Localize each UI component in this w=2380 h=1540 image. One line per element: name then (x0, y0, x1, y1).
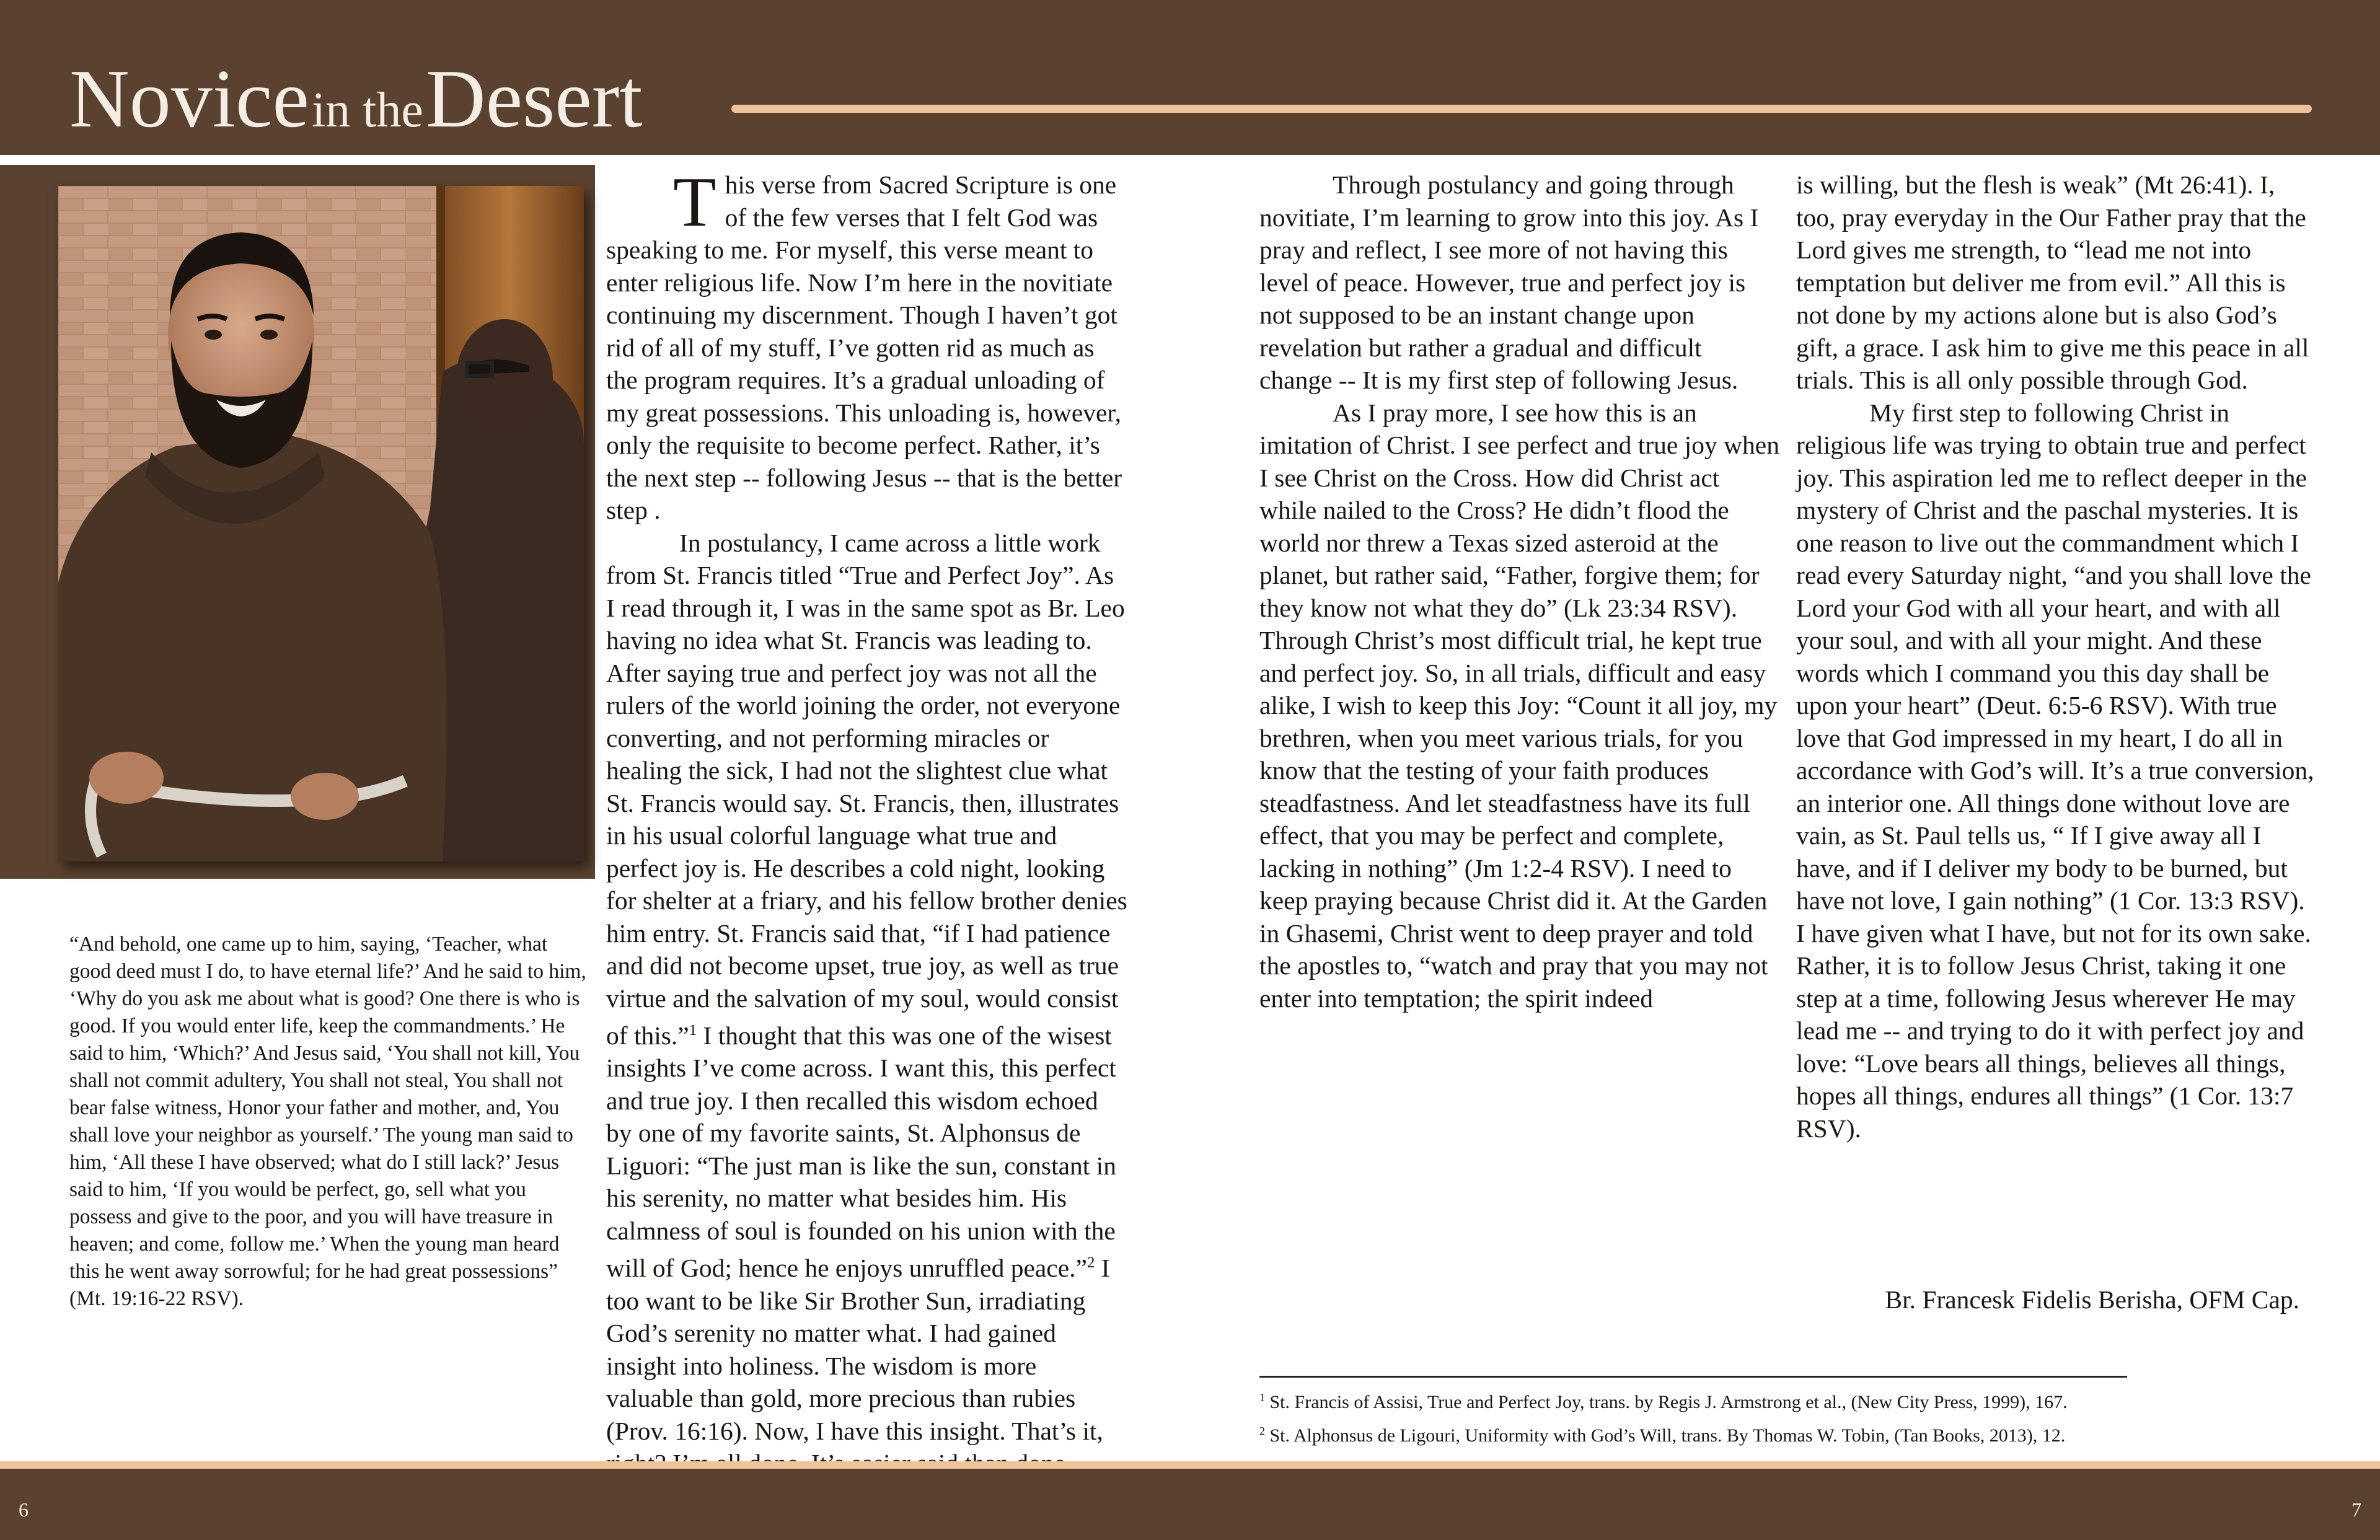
paragraph-5: My first step to following Christ in religious life was trying to obtain true and perfect joy. This aspiration led me to reflect deeper in the mystery of Christ and the paschal mysteries. It is one reason to live out the commandment which I read every Saturday night, “and you shall love the Lord your God with all your heart, and with all your soul, and with all your might. And these words which I command you this day shall be upon your heart” (Deut. 6:5-6 RSV). With true love that God impressed in my heart, I do all in accordance with God’s will. It’s a true conversion, an interior one. All things done without love are vain, as St. Paul tells us, “ If I give away all I have, and if I deliver my body to be burned, but have not love, I gain nothing” (1 Cor. 13:3 RSV). I have given what I have, but not for its own sake. Rather, it is to follow Jesus Christ, taking it one step at a time, following Jesus wherever He may lead me -- and trying to do it with perfect joy and love: “Love bears all things, believes all things, hopes all things, endures all things” (1 Cor. 13:7 RSV). (1796, 398, 2314, 1143)
footnote-1 (1259, 1383, 2313, 1417)
scripture-caption: “And behold, one came up to him, saying, ‘Teacher, what good deed must I do, to have eternal life?’ And he said to him, ‘Why do you ask me about what is good? One there is who is good. If you would enter life, keep the commandments.’ He said to him, ‘Which?’ And Jesus said, ‘You shall not kill, You shall not commit adultery, You shall not steal, You shall not bear false witness, Honor your father and mother, and, You shall love your neighbor as yourself.’ The young man said to him, ‘All these I have observed; what do I still lack?’ Jesus said to him, ‘If you would be perfect, go, sell what you possess and give to the poor, and you will have treasure in heaven; and come, follow me.’ When the young man heard this he went away sorrowful; for he had great possessions” (Mt. 19:16-22 RSV). (69, 933, 586, 1310)
page-number-right: 7 (2351, 1498, 2361, 1521)
footnote-1-number: 1 (1259, 1391, 1265, 1404)
title-word-novice: Novice (69, 53, 309, 144)
article-column-3 (1796, 169, 2314, 1145)
footnote-1-text: St. Francis of Assisi, True and Perfect Joy, trans. by Regis J. Armstrong et al., (New City Press, 1999), 167. (1265, 1392, 2068, 1412)
friar-photo (58, 186, 584, 861)
paragraph-1 (606, 162, 1128, 527)
footnote-divider (1259, 1376, 2127, 1378)
paragraph-4: As I pray more, I see how this is an imitation of Christ. I see perfect and true joy when I see Christ on the Cross. How did Christ act while nailed to the Cross? He didn’t flood the world nor threw a Texas sized asteroid at the planet, but rather said, “Father, forgive them; for they know not what they do” (Lk 23:34 RSV). Through Christ’s most difficult trial, he kept true and perfect joy. So, in all trials, difficult and easy alike, I wish to keep this Joy: “Count it all joy, my brethren, when you meet various trials, for you know that the testing of your faith produces steadfastness. And let steadfastness have its full effect, that you may be perfect and complete, lacking in nothing” (Jm 1:2-4 RSV). I need to keep praying because Christ did it. At the Garden in Ghasemi, Christ went to deep prayer and told the apostles to, “watch and pray that you may not enter into temptation; the spirit indeed (1259, 398, 1779, 1013)
paragraph-4-continued: is willing, but the flesh is weak” (Mt 26:41). I, too, pray everyday in the Our Father pray that the Lord gives me strength, to “lead me not into temptation but deliver me from evil.” All this is not done by my actions alone but is also God’s gift, a grace. I ask him to give me this peace in all trials. This is all only possible through God. (1796, 170, 2309, 394)
article-column-2 (1259, 169, 1780, 1014)
footnotes (1259, 1383, 2313, 1450)
article-title (69, 53, 643, 156)
footnote-2-text: St. Alphonsus de Ligouri, Uniformity with God’s Will, trans. By Thomas W. Tobin, (Tan Books, 2013), 12. (1265, 1425, 2066, 1446)
title-word-in-the: in the (311, 83, 423, 138)
paragraph-2-continued: I thought that this was one of the wisest insights I’ve come across. I want this, this perfect and true joy. I then recalled this wisdom echoed by one of my favorite saints, St. Alphonsus de Liguori: “The just man is like the sun, constant in his serenity, no matter what besides him. His calmness of soul is founded on his union with the will of God; hence he enjoys unruffled peace.” (606, 1021, 1116, 1283)
title-rule (731, 105, 2312, 113)
paragraph-1-text: his verse from Sacred Scripture is one of the few verses that I felt God was speaking to me. For myself, this verse meant to enter religious life. Now I’m here in the novitiate continuing my discernment. Though I haven’t got rid of all of my stuff, I’ve gotten rid as much as the program requires. It’s a gradual unloading of my great possessions. This unloading is, however, only the requisite to become perfect. Rather, it’s the next step -- following Jesus -- that is the better step . (606, 170, 1122, 524)
paragraph-2-end: I too want to be like Sir Brother Sun, irradiating God’s serenity no matter what. I had gained insight into holiness. The wisdom is more valuable than gold, more precious than rubies (Prov. 16:16). Now, I have this insight. That’s it, (606, 1254, 1110, 1445)
footer-accent-stripe (0, 1461, 2380, 1469)
paragraph-2-text: In postulancy, I came across a little work from St. Francis titled “True and Perfect Joy”. As I read through it, I was in the same spot as Br. Leo having no idea what St. Francis was leading to. After saying true and perfect joy was not all the rulers of the world joining the order, not everyone converting, and not performing miracles or healing the sick, I had not the slightest clue what St. Francis would say. St. Francis, then, illustrates in his usual colorful language what true and perfect joy is. He describes a cold night, looking for shelter at a friary, and his fellow brother denies him entry. St. Francis said that, “if I had patience and did not become upset, true joy, as well as true virtue and the salvation of my soul, would consist of this.” (606, 528, 1127, 1050)
title-word-desert: Desert (425, 53, 643, 144)
paragraph-2 (606, 527, 1128, 1480)
author-signature: Br. Francesk Fidelis Berisha, OFM Cap. (1885, 1285, 2299, 1314)
footnote-ref-1[interactable]: 1 (689, 1022, 697, 1039)
footnote-2 (1259, 1417, 2313, 1450)
page-number-left: 6 (19, 1498, 29, 1521)
footer-band (0, 1469, 2380, 1540)
footnote-ref-2[interactable]: 2 (1086, 1254, 1095, 1272)
article-column-1 (606, 162, 1128, 1480)
paragraph-3: Through postulancy and going through novitiate, I’m learning to grow into this joy. As I pray and reflect, I see more of not having this level of peace. However, true and perfect joy is not supposed to be an instant change upon revelation but rather a gradual and difficult change -- It is my first step of following Jesus. (1259, 170, 1759, 394)
drop-cap: T (673, 162, 716, 241)
footnote-2-number: 2 (1259, 1425, 1265, 1437)
